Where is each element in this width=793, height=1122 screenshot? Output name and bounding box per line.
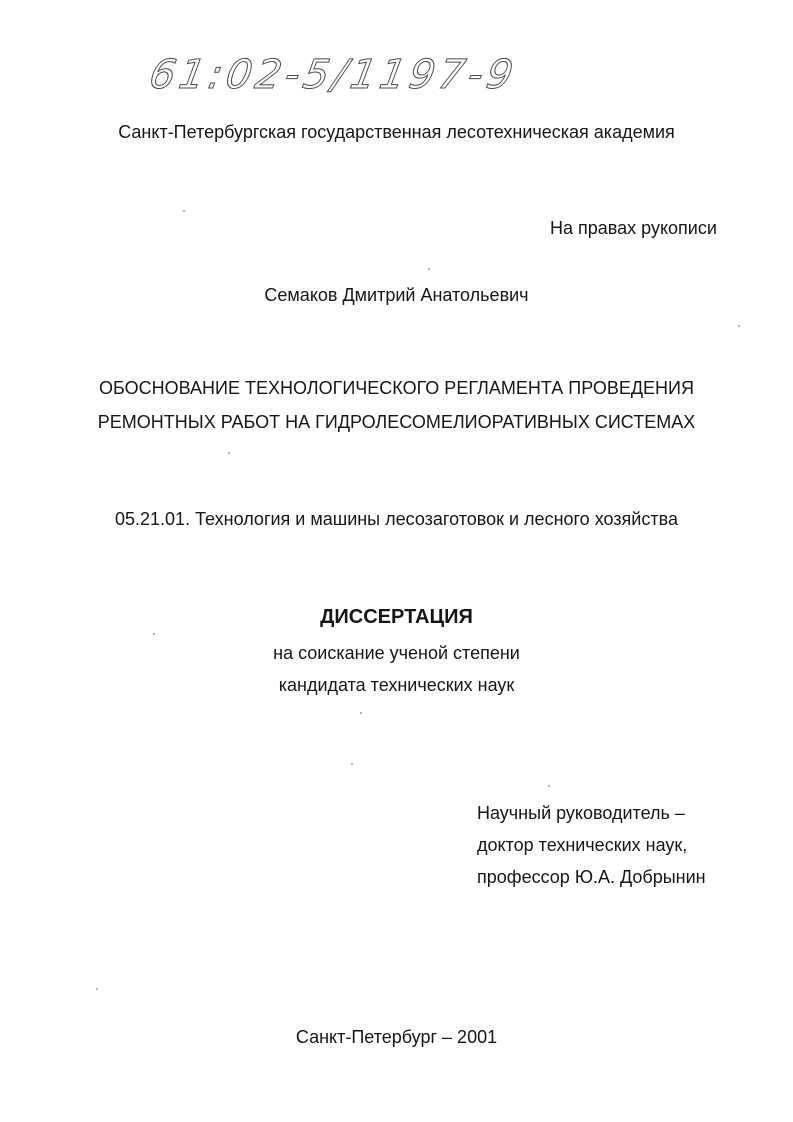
archive-stamp-text: 61:02-5/1197-9 [145,52,521,98]
specialty-code: 05.21.01. Технология и машины лесозаготовок и лесного хозяйства [115,509,678,529]
degree-line-1: на соискание ученой степени [273,643,520,663]
scan-speck [96,988,98,990]
scan-speck [228,452,230,454]
city-year: Санкт-Петербург – 2001 [295,1027,498,1047]
supervisor-line-2: доктор технических наук, [477,835,688,855]
scan-speck [548,785,550,787]
degree-line-2: кандидата технических наук [278,675,515,695]
document-type: ДИССЕРТАЦИЯ [320,606,473,628]
thesis-title-line-2: РЕМОНТНЫХ РАБОТ НА ГИДРОЛЕСОМЕЛИОРАТИВНЫХ СИСТЕМАХ [97,412,696,432]
scan-speck [360,712,362,714]
archive-stamp [145,52,570,110]
supervisor-line-3: профессор Ю.А. Добрынин [477,867,706,887]
scan-speck [153,633,155,635]
author-name: Семаков Дмитрий Анатольевич [264,285,529,305]
institution-name: Санкт-Петербургская государственная лесотехническая академия [118,122,675,142]
thesis-title-line-1: ОБОСНОВАНИЕ ТЕХНОЛОГИЧЕСКОГО РЕГЛАМЕНТА ПРОВЕДЕНИЯ [99,378,694,398]
scan-speck [351,763,353,765]
scan-speck [738,325,740,327]
scan-speck [183,210,185,212]
rights-note: На правах рукописи [550,218,717,238]
supervisor-line-1: Научный руководитель – [477,803,685,823]
scan-speck [428,268,430,270]
